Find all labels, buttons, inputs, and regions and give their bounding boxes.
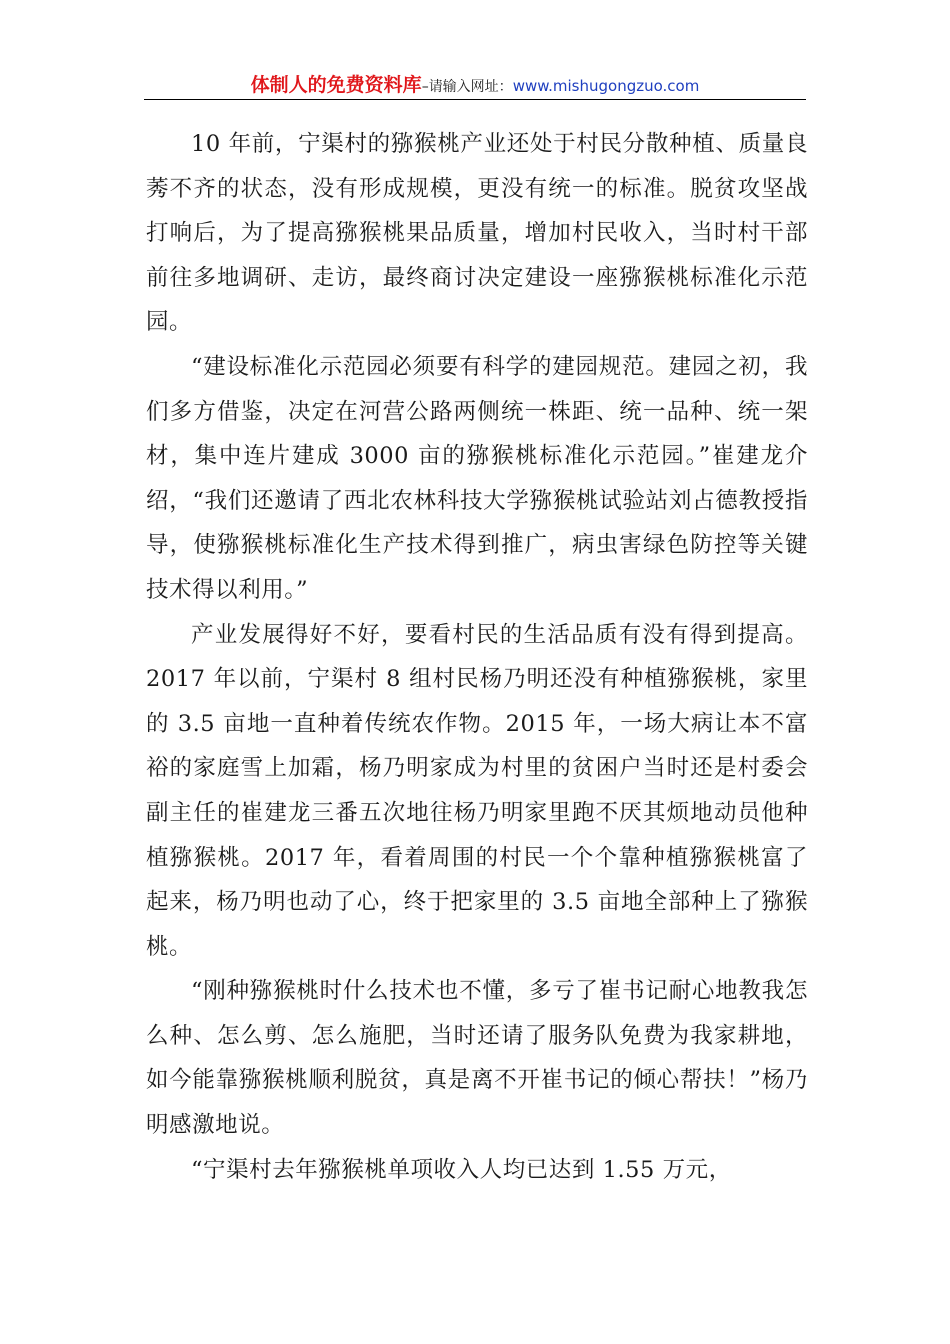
header-divider bbox=[144, 99, 806, 100]
paragraph-4: “刚种猕猴桃时什么技术也不懂，多亏了崔书记耐心地教我怎么种、怎么剪、怎么施肥，当时还请了服务队免费为我家耕地，如今能靠猕猴桃顺利脱贫，真是离不开崔书记的倾心帮扶！”杨乃明感激地说。 bbox=[146, 978, 808, 1139]
url-prompt: –请输入网址： bbox=[421, 79, 513, 95]
paragraph-5: “宁渠村去年猕猴桃单项收入人均已达到 1.55 万元， bbox=[191, 1156, 732, 1183]
article-body bbox=[146, 122, 808, 1192]
paragraph-2: “建设标准化示范园必须要有科学的建园规范。建园之初，我们多方借鉴，决定在河营公路两侧统一株距、统一品种、统一架材，集中连片建成 3000 亩的猕猴桃标准化示范园。”崔建龙介绍，“我们还邀请了西北农林科技大学猕猴桃试验站刘占德教授指导，使猕猴桃标准化生产技术得到推广，病虫害绿色防控等关键技术得以利用。” bbox=[146, 353, 808, 603]
site-url-link[interactable]: www.mishugongzuo.com bbox=[512, 77, 700, 95]
paragraph-1: 10 年前，宁渠村的猕猴桃产业还处于村民分散种植、质量良莠不齐的状态，没有形成规模，更没有统一的标准。脱贫攻坚战打响后，为了提高猕猴桃果品质量，增加村民收入，当时村干部前往多地调研、走访，最终商讨决定建设一座猕猴桃标准化示范园。 bbox=[146, 131, 808, 336]
page-header bbox=[144, 70, 806, 98]
site-brand: 体制人的免费资料库 bbox=[250, 74, 422, 96]
paragraph-3: 产业发展得好不好，要看村民的生活品质有没有得到提高。2017 年以前，宁渠村 8 组村民杨乃明还没有种植猕猴桃，家里的 3.5 亩地一直种着传统农作物。2015 年，一场大病让本不富裕的家庭雪上加霜，杨乃明家成为村里的贫困户当时还是村委会副主任的崔建龙三番五次地往杨乃明家里跑不厌其烦地动员他种植猕猴桃。2017 年，看着周围的村民一个个靠种植猕猴桃富了起来，杨乃明也动了心，终于把家里的 3.5 亩地全部种上了猕猴桃。 bbox=[146, 621, 808, 960]
